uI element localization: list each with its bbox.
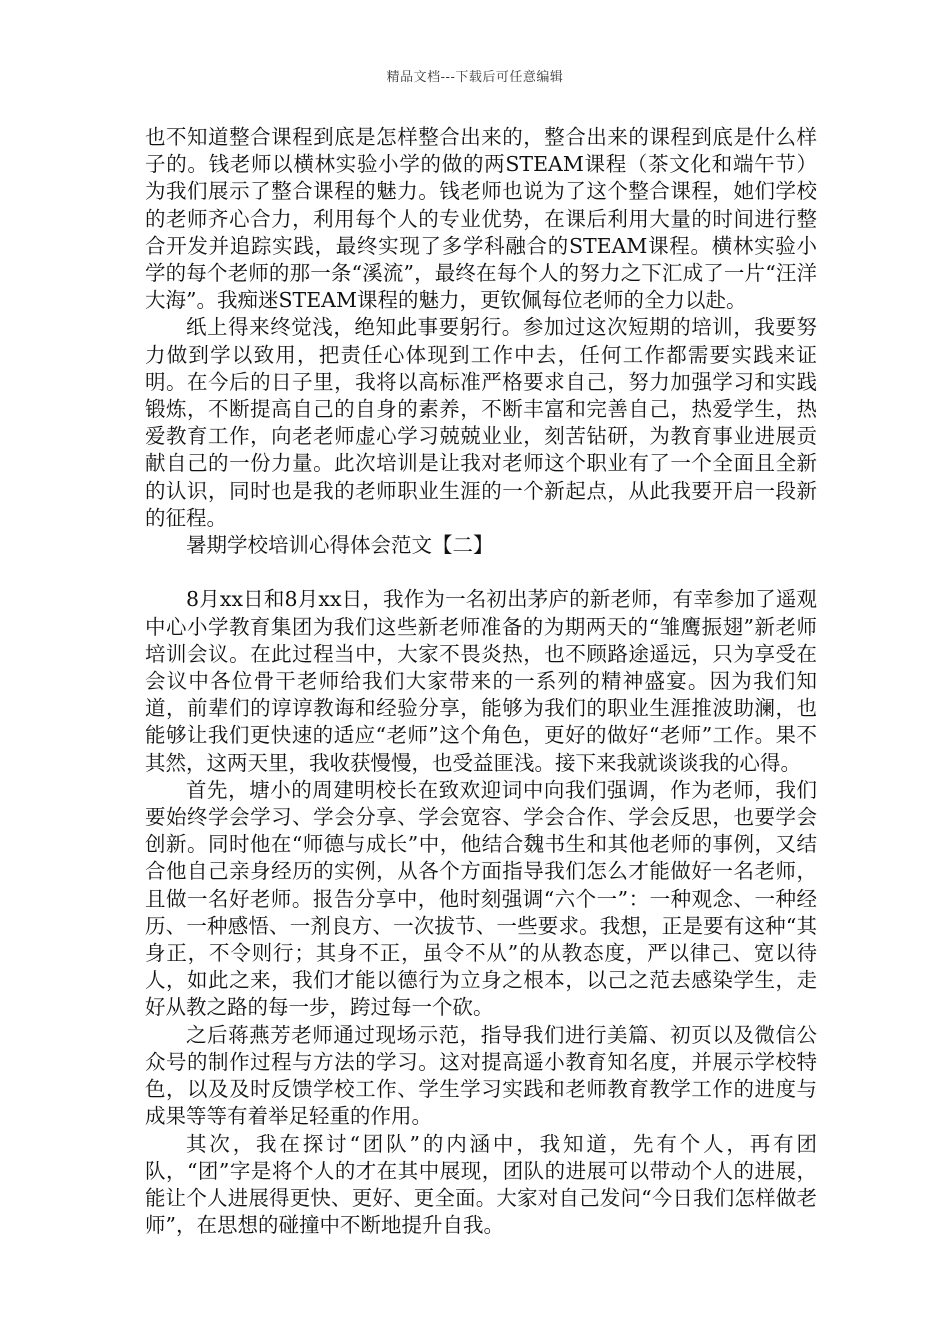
section-title: 暑期学校培训心得体会范文【二】 [186,533,494,558]
paragraph-training-intro: 8月xx日和8月xx日，我作为一名初出茅庐的新老师，有幸参加了遥观中心小学教育集团为我们这些新老师准备的为期两天的“雏鹰振翅”新老师培训会议。在此过程当中，大家不畏炎热，也不顾路途遥远，只为享受在会议中各位骨干老师给我们大家带来的一系列的精神盛宴。因为我们知道，前辈们的谆谆教诲和经验分享，能够为我们的职业生涯推波助澜，也能够让我们更快速的适应“老师”这个角色，更好的做好“老师”工作。果不其然，这两天里，我收获慢慢，也受益匪浅。接下来我就谈谈我的心得。 [145,587,817,775]
document-body [145,124,817,1239]
paragraph-integrated-course: 也不知道整合课程到底是怎样整合出来的，整合出来的课程到底是什么样子的。钱老师以横林实验小学的做的两STEAM课程（茶文化和端午节）为我们展示了整合课程的魅力。钱老师也说为了这个整合课程，她们学校的老师齐心合力，利用每个人的专业优势，在课后利用大量的时间进行整合开发并追踪实践，最终实现了多学科融合的STEAM课程。横林实验小学的每个老师的那一条“溪流”，最终在每个人的努力之下汇成了一片“汪洋大海”。我痴迷STEAM课程的魅力，更钦佩每位老师的全力以赴。 [145,125,817,313]
paragraph-media-training: 之后蒋燕芳老师通过现场示范，指导我们进行美篇、初页以及微信公众号的制作过程与方法的学习。这对提高遥小教育知名度，并展示学校特色，以及及时反馈学校工作、学生学习实践和老师教育教学工作的进度与成果等等有着举足轻重的作用。 [145,1022,817,1129]
paragraph-practice-reflection: 纸上得来终觉浅，绝知此事要躬行。参加过这次短期的培训，我要努力做到学以致用，把责任心体现到工作中去，任何工作都需要实践来证明。在今后的日子里，我将以高标准严格要求自己，努力加强学习和实践锻炼，不断提高自己的自身的素养，不断丰富和完善自己，热爱学生，热爱教育工作，向老老师虚心学习兢兢业业，刻苦钻研，为教育事业进展贡献自己的一份力量。此次培训是让我对老师这个职业有了一个全面且全新的认识，同时也是我的老师职业生涯的一个新起点，从此我要开启一段新的征程。 [145,315,817,530]
paragraph-principal-speech: 首先，塘小的周建明校长在致欢迎词中向我们强调，作为老师，我们要始终学会学习、学会分享、学会宽容、学会合作、学会反思，也要学会创新。同时他在“师德与成长”中，他结合魏书生和其他老师的事例，又结合他自己亲身经历的实例，从各个方面指导我们怎么才能做好一名老师，且做一名好老师。报告分享中，他时刻强调“六个一”：一种观念、一种经历、一种感悟、一剂良方、一次拔节、一些要求。我想，正是要有这种“其身正，不令则行；其身不正，虽令不从”的从教态度，严以律己、宽以待人，如此之来，我们才能以德行为立身之根本，以己之范去感染学生，走好从教之路的每一步，跨过每一个砍。 [145,777,817,1020]
paragraph-teamwork: 其次，我在探讨“团队”的内涵中，我知道，先有个人，再有团队，“团”字是将个人的才在其中展现，团队的进展可以带动个人的进展，能让个人进展得更快、更好、更全面。大家对自己发问“今日我们怎样做老师”，在思想的碰撞中不断地提升自我。 [145,1131,817,1238]
page-header: 精品文档---下载后可任意编辑 [386,70,564,85]
blank-line [145,559,817,586]
